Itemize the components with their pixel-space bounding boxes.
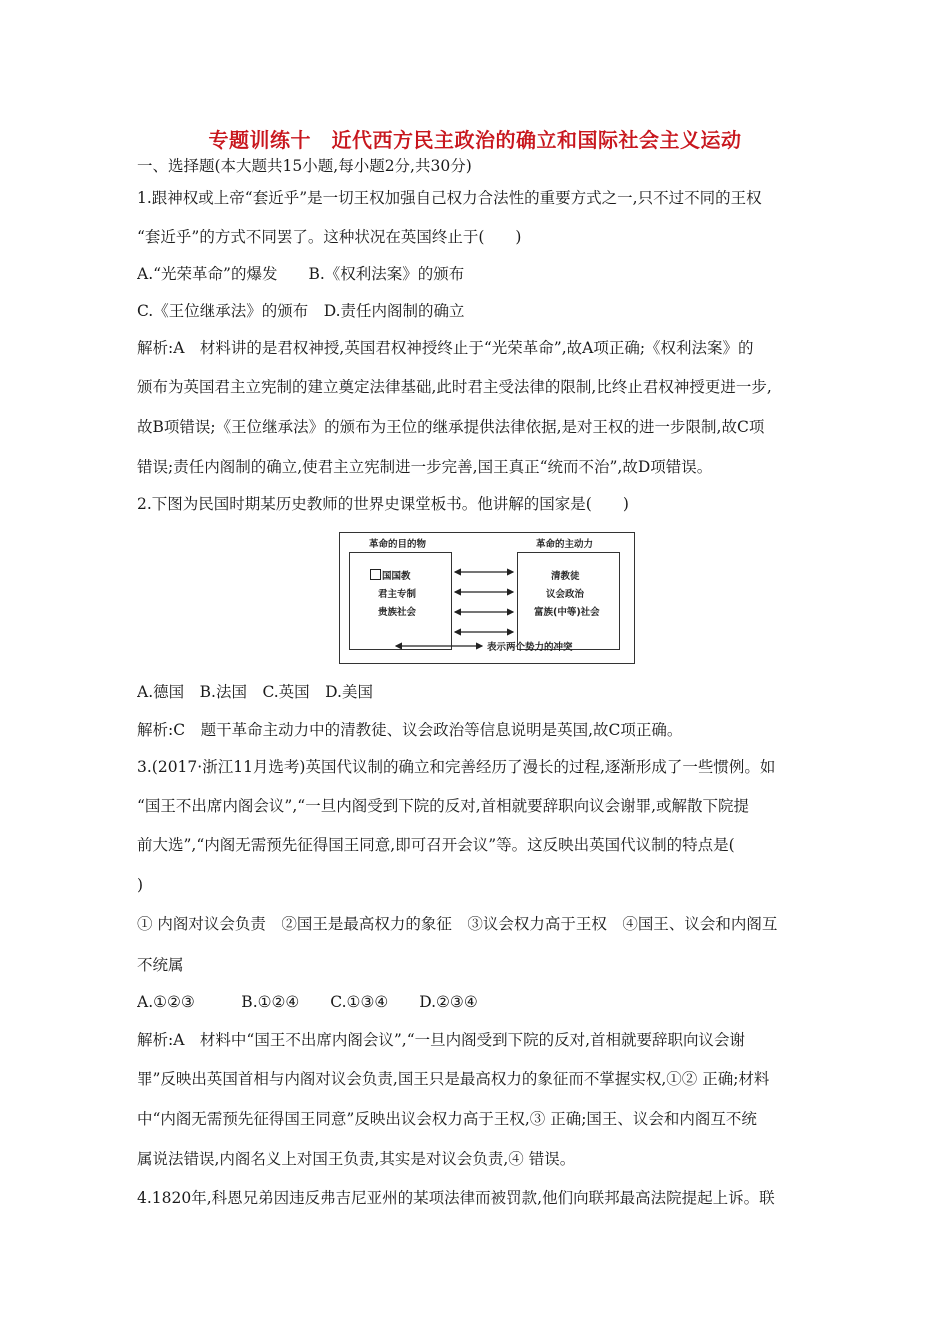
analysis-line: 解析:A 材料中“国王不出席内阁会议”,“一旦内阁受到下院的反对,首相就要辞职向议会谢 [137, 1031, 746, 1049]
text-line: ① 内阁对议会负责 ②国王是最高权力的象征 ③议会权力高于王权 ④国王、议会和内阁互 [137, 915, 778, 933]
text-line: 3.(2017·浙江11月选考)英国代议制的确立和完善经历了漫长的过程,逐渐形成了一些惯例。如 [137, 758, 776, 776]
blackboard-diagram [339, 532, 635, 664]
option-line: A.①②③ B.①②④ C.①③④ D.②③④ [137, 993, 478, 1011]
analysis-line: 错误;责任内阁制的确立,使君主立宪制进一步完善,国王真正“统而不治”,故D项错误。 [137, 458, 713, 476]
page-title: 专题训练十 近代西方民主政治的确立和国际社会主义运动 [208, 128, 742, 152]
analysis-line: 属说法错误,内阁名义上对国王负责,其实是对议会负责,④ 错误。 [137, 1150, 576, 1168]
analysis-line: 中“内阁无需预先征得国王同意”反映出议会权力高于王权,③ 正确;国王、议会和内阁互不统 [137, 1110, 757, 1128]
text-line: “套近乎”的方式不同罢了。这种状况在英国终止于( ) [137, 228, 522, 246]
diagram-right-item: 清教徒 [551, 571, 580, 582]
diagram-legend: 表示两个势力的冲突 [487, 642, 573, 653]
text-line: 4.1820年,科恩兄弟因违反弗吉尼亚州的某项法律而被罚款,他们向联邦最高法院提起上诉。联 [137, 1189, 775, 1207]
diagram-right-item: 议会政治 [546, 589, 585, 600]
diagram-left-item: 贵族社会 [378, 607, 417, 618]
section-heading: 一、选择题(本大题共15小题,每小题2分,共30分) [137, 157, 472, 175]
analysis-line: 解析:C 题干革命主动力中的清教徒、议会政治等信息说明是英国,故C项正确。 [137, 721, 683, 739]
text-line: 不统属 [137, 956, 184, 974]
text-line: ) [137, 876, 144, 894]
diagram-left-item: 君主专制 [378, 589, 417, 600]
text-line: 2.下图为民国时期某历史教师的世界史课堂板书。他讲解的国家是( ) [137, 495, 629, 513]
text-line: 前大选”,“内阁无需预先征得国王同意,即可召开会议”等。这反映出英国代议制的特点是( [137, 836, 735, 854]
analysis-line: 解析:A 材料讲的是君权神授,英国君权神授终止于“光荣革命”,故A项正确;《权利法案》的 [137, 339, 754, 357]
diagram-left-header: 革命的目的物 [369, 539, 427, 550]
option-line: A.德国 B.法国 C.英国 D.美国 [137, 683, 373, 701]
analysis-line: 罪”反映出英国首相与内阁对议会负责,国王只是最高权力的象征而不掌握实权,①② 正确;材料 [137, 1070, 770, 1088]
text-line: “国王不出席内阁会议”,“一旦内阁受到下院的反对,首相就要辞职向议会谢罪,或解散下院提 [137, 797, 750, 815]
text-line: 1.跟神权或上帝“套近乎”是一切王权加强自己权力合法性的重要方式之一,只不过不同的王权 [137, 189, 762, 207]
diagram-right-item: 富族(中等)社会 [534, 607, 600, 618]
diagram-left-item: 国国教 [382, 571, 411, 582]
analysis-line: 故B项错误;《王位继承法》的颁布为王位的继承提供法律依据,是对王权的进一步限制,故C项 [137, 418, 765, 436]
diagram-right-header: 革命的主动力 [536, 539, 594, 550]
analysis-line: 颁布为英国君主立宪制的建立奠定法律基础,此时君主受法律的限制,比终止君权神授更进一步, [137, 378, 772, 396]
option-line: C.《王位继承法》的颁布 D.责任内阁制的确立 [137, 302, 465, 320]
option-line: A.“光荣革命”的爆发 B.《权利法案》的颁布 [137, 265, 465, 283]
